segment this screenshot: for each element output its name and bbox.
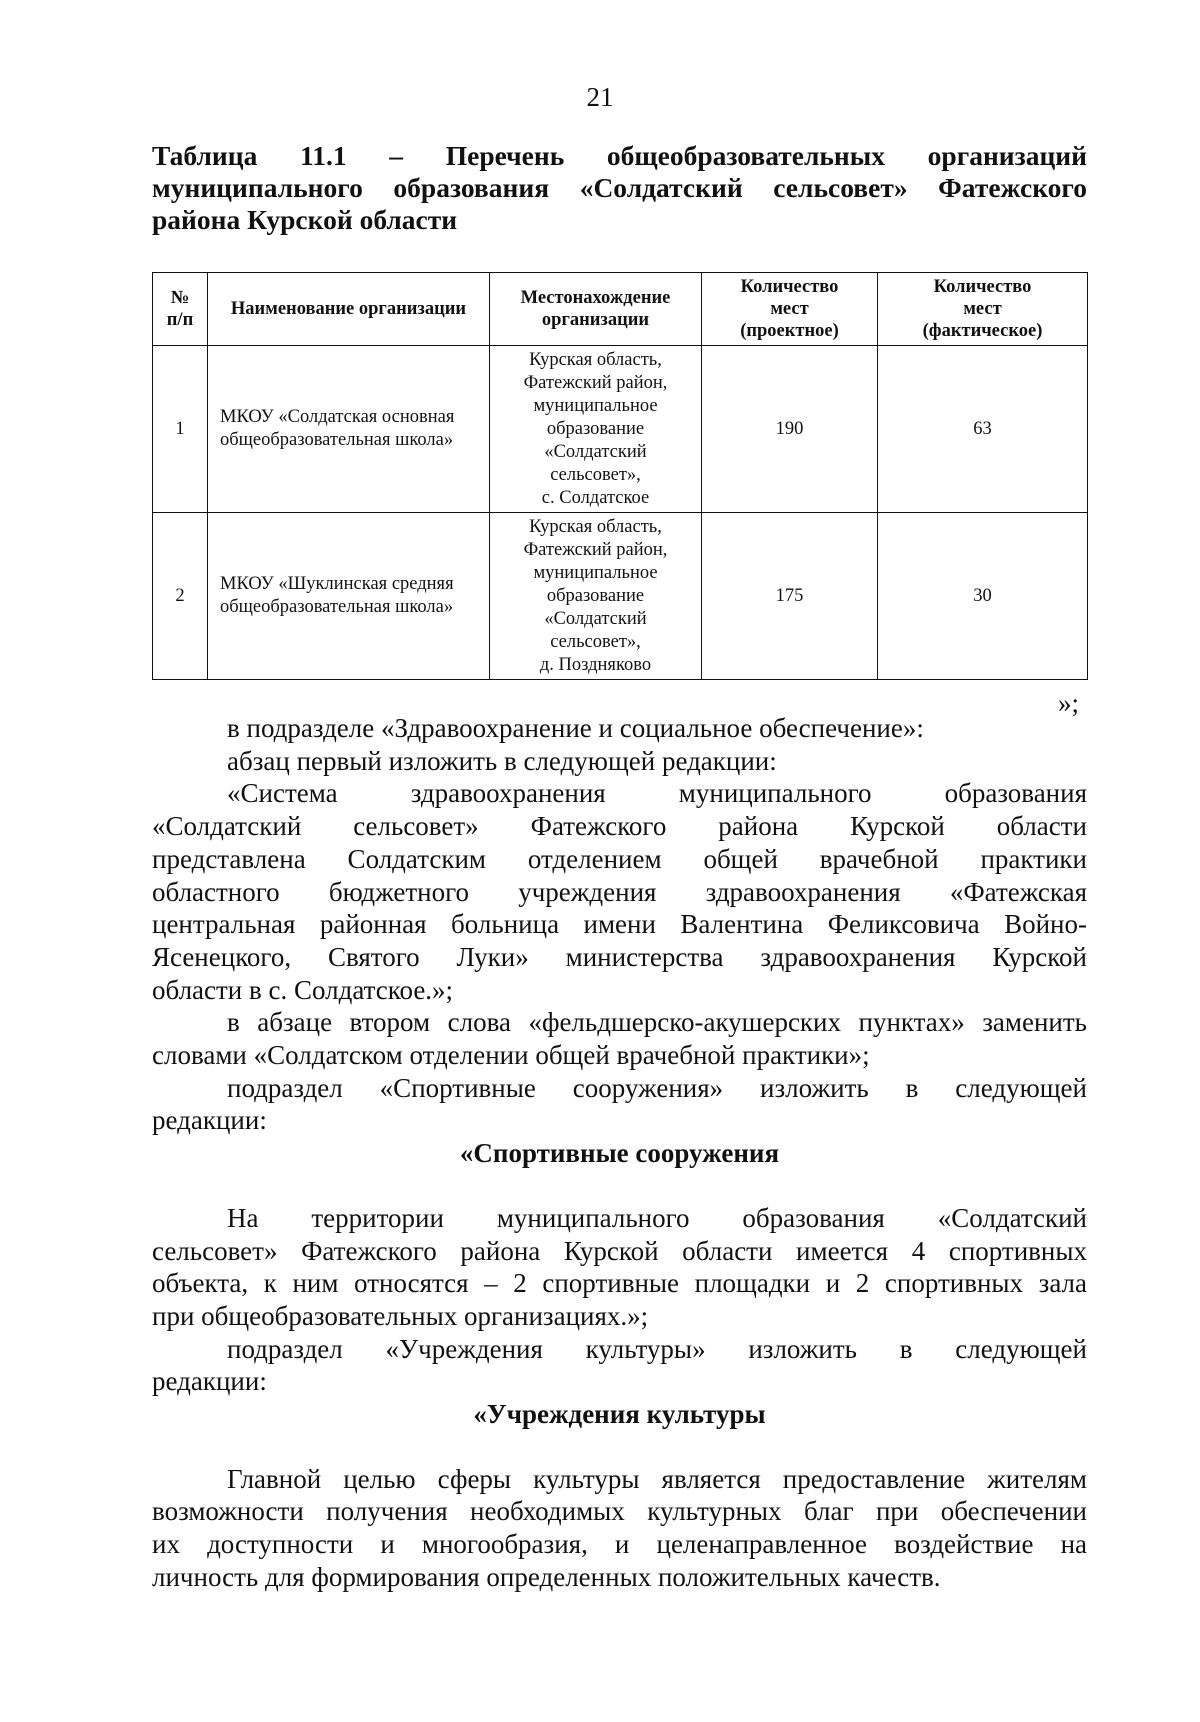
sports-heading: «Спортивные сооружения bbox=[459, 1138, 780, 1169]
table-row bbox=[153, 513, 1088, 680]
text-line: области в с. Солдатское.»; bbox=[152, 974, 454, 1005]
row-actual-capacity: 63 bbox=[878, 346, 1088, 513]
text-line: Ясенецкого, Святого Луки» министерства здравоохранения Курской bbox=[152, 941, 1087, 972]
text-line: областного бюджетного учреждения здравоохранения «Фатежская bbox=[152, 876, 1087, 907]
text-line: представлена Солдатским отделением общей врачебной практики bbox=[152, 843, 1087, 874]
row-org-name: МКОУ «Солдатская основная общеобразовательная школа» bbox=[208, 346, 490, 513]
culture-section-intro bbox=[152, 1333, 1087, 1398]
text-line: личность для формирования определенных положительных качеств. bbox=[152, 1561, 941, 1592]
health-section-intro bbox=[152, 712, 1087, 777]
text-line: сельсовет» Фатежского района Курской области имеется 4 спортивных bbox=[152, 1235, 1087, 1266]
text-line: абзац первый изложить в следующей редакции: bbox=[227, 745, 777, 776]
text-line: На территории муниципального образования «Солдатский bbox=[227, 1202, 1087, 1233]
text-line: их доступности и многообразия, и целенаправленное воздействие на bbox=[152, 1529, 1087, 1560]
text-line: словами «Солдатском отделении общей врачебной практики»; bbox=[152, 1040, 870, 1071]
text-line: в подразделе «Здравоохранение и социальное обеспечение»: bbox=[227, 713, 924, 743]
health-quote-paragraph bbox=[152, 777, 1087, 1006]
text-line: «Солдатский сельсовет» Фатежского района Курской области bbox=[152, 811, 1087, 842]
sports-section-intro bbox=[152, 1072, 1087, 1137]
row-actual-capacity: 30 bbox=[878, 513, 1088, 680]
row-design-capacity: 190 bbox=[702, 346, 878, 513]
table-title-line: района Курской области bbox=[152, 204, 458, 235]
row-location: Курская область, Фатежский район, муниципальное образование «Солдатский сельсовет», с. Солдатское bbox=[490, 346, 702, 513]
document-body bbox=[152, 712, 1087, 1594]
text-line: редакции: bbox=[152, 1366, 267, 1397]
organizations-table bbox=[152, 272, 1088, 680]
table-closing-quote: »; bbox=[1058, 688, 1080, 718]
header-num: № п/п bbox=[153, 273, 208, 346]
text-line: подраздел «Учреждения культуры» изложить в следующей bbox=[227, 1333, 1087, 1364]
table-title-line: Таблица 11.1 – Перечень общеобразовательных организаций bbox=[152, 140, 1087, 171]
text-line: редакции: bbox=[152, 1105, 267, 1136]
text-line: при общеобразовательных организациях.»; bbox=[152, 1300, 649, 1331]
table-header-row bbox=[153, 273, 1088, 346]
text-line: подраздел «Спортивные сооружения» изложить в следующей bbox=[227, 1072, 1087, 1103]
text-line: Главной целью сферы культуры является предоставление жителям bbox=[227, 1463, 1087, 1494]
text-line: возможности получения необходимых культурных благ при обеспечении bbox=[152, 1496, 1087, 1527]
page-number: 21 bbox=[586, 82, 614, 112]
health-second-paragraph-change bbox=[152, 1006, 1087, 1071]
row-design-capacity: 175 bbox=[702, 513, 878, 680]
sports-body-paragraph bbox=[152, 1202, 1087, 1333]
table-title bbox=[152, 140, 1087, 236]
header-actual-capacity: Количество мест (фактическое) bbox=[878, 273, 1088, 346]
culture-heading: «Учреждения культуры bbox=[473, 1399, 766, 1430]
text-line: в абзаце втором слова «фельдшерско-акушерских пунктах» заменить bbox=[227, 1007, 1087, 1038]
header-location: Местонахождение организации bbox=[490, 273, 702, 346]
header-name: Наименование организации bbox=[208, 273, 490, 346]
row-location: Курская область, Фатежский район, муниципальное образование «Солдатский сельсовет», д. Поздняково bbox=[490, 513, 702, 680]
row-num: 1 bbox=[153, 346, 208, 513]
table-row bbox=[153, 346, 1088, 513]
header-design-capacity: Количество мест (проектное) bbox=[702, 273, 878, 346]
row-org-name: МКОУ «Шуклинская средняя общеобразовательная школа» bbox=[208, 513, 490, 680]
culture-body-paragraph bbox=[152, 1463, 1087, 1594]
table-title-line: муниципального образования «Солдатский сельсовет» Фатежского bbox=[152, 172, 1087, 203]
row-num: 2 bbox=[153, 513, 208, 680]
text-line: «Система здравоохранения муниципального образования bbox=[227, 778, 1087, 809]
text-line: объекта, к ним относятся – 2 спортивные площадки и 2 спортивных зала bbox=[152, 1268, 1087, 1299]
text-line: центральная районная больница имени Валентина Феликсовича Войно- bbox=[152, 909, 1087, 940]
